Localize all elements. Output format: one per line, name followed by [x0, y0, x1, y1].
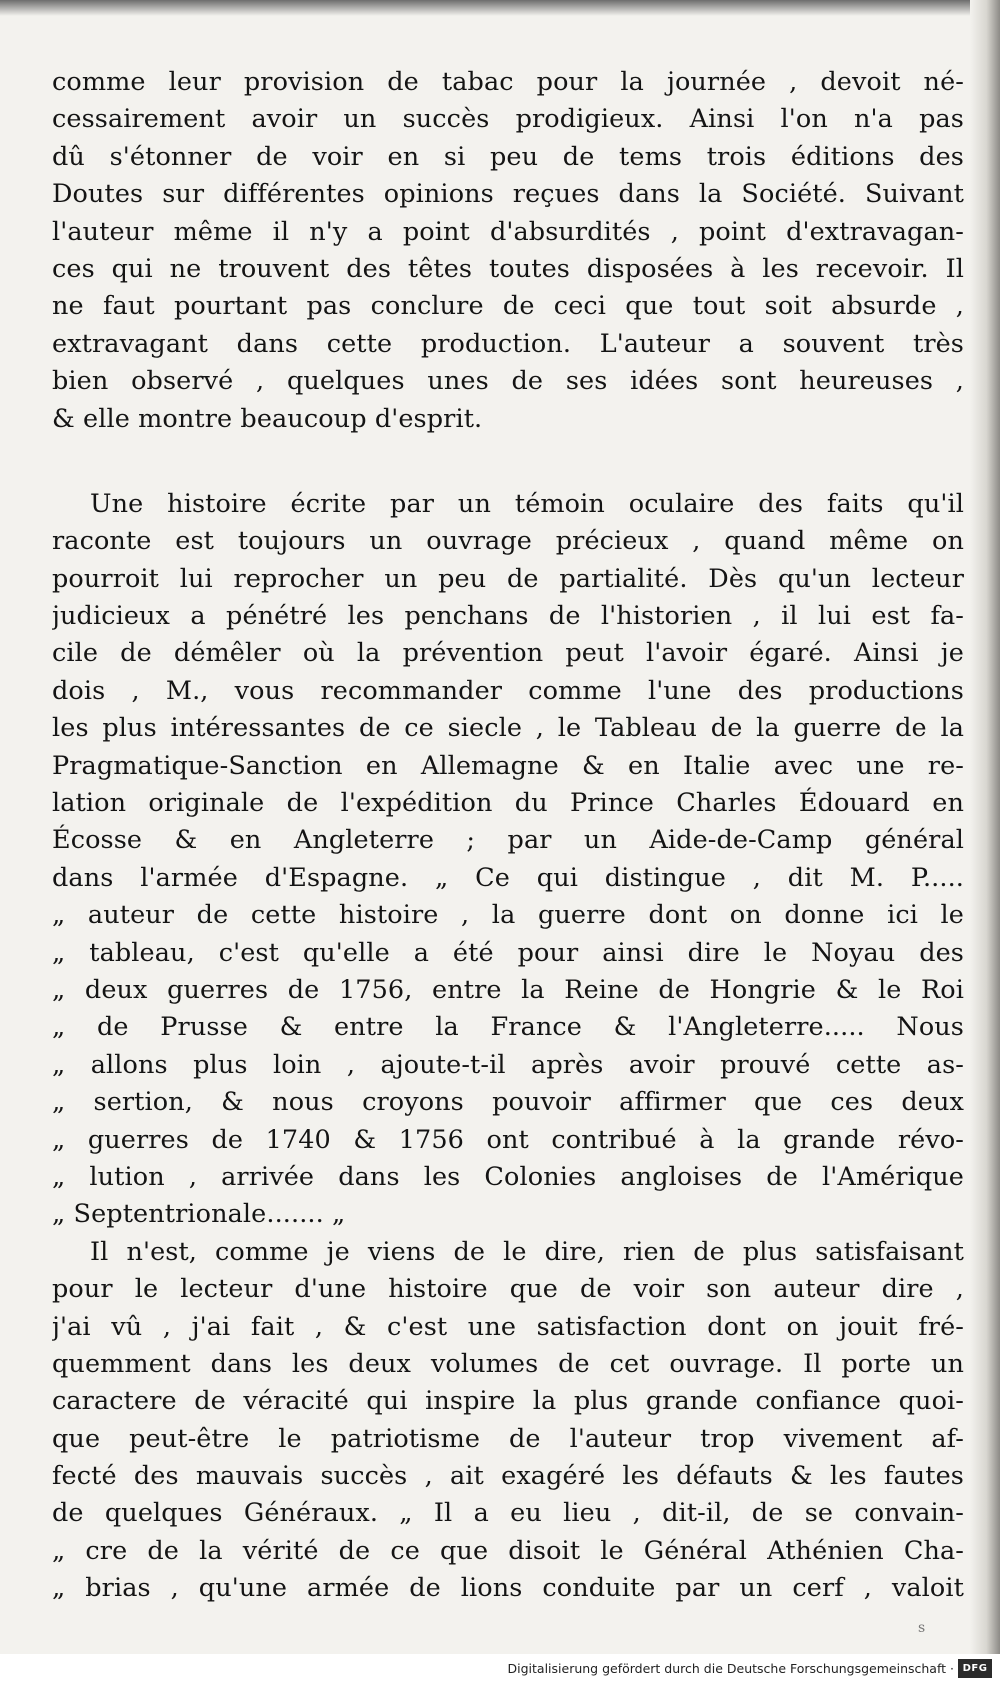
text-line: ne faut pourtant pas conclure de ceci que tout soit absurde , — [52, 291, 964, 322]
text-line: fecté des mauvais succès , ait exagéré les défauts & les fautes — [52, 1461, 964, 1492]
text-line: extravagant dans cette production. L'auteur a souvent très — [52, 328, 964, 359]
text-line: dois , M., vous recommander comme l'une des productions — [52, 675, 964, 706]
text-line: comme leur provision de tabac pour la journée , devoit né- — [52, 67, 964, 97]
text-line: quemment dans les deux volumes de cet ouvrage. Il porte un — [52, 1348, 964, 1379]
text-line: cessairement avoir un succès prodigieux. Ainsi l'on n'a pas — [52, 104, 964, 135]
text-line: „ allons plus loin , ajoute-t-il après avoir prouvé cette as- — [52, 1049, 964, 1080]
text-line: Pragmatique-Sanction en Allemagne & en Italie avec une re- — [52, 750, 964, 781]
text-line: Une histoire écrite par un témoin oculaire des faits qu'il — [90, 488, 964, 519]
page-top-shadow — [0, 0, 1000, 16]
text-line: „ de Prusse & entre la France & l'Angleterre..... Nous — [52, 1012, 964, 1043]
text-line: cile de démêler où la prévention peut l'avoir égaré. Ainsi je — [52, 638, 964, 669]
text-line: que peut-être le patriotisme de l'auteur trop vivement af- — [52, 1423, 964, 1454]
text-line: l'auteur même il n'y a point d'absurdités , point d'extravagan- — [52, 216, 964, 247]
text-line: dans l'armée d'Espagne. „ Ce qui distingue , dit M. P..... — [52, 862, 964, 893]
text-line: „ lution , arrivée dans les Colonies angloises de l'Amérique — [52, 1161, 964, 1192]
footer-bar — [0, 1654, 1000, 1684]
text-line: dû s'étonner de voir en si peu de tems trois éditions des — [52, 141, 964, 172]
dfg-logo-icon: DFG — [958, 1659, 992, 1678]
text-line: j'ai vû , j'ai fait , & c'est une satisfaction dont on jouit fré- — [52, 1311, 964, 1342]
paragraph-gap — [52, 438, 964, 486]
text-line: pour le lecteur d'une histoire que de voir son auteur dire , — [52, 1274, 964, 1305]
text-line: „ Septentrionale....... „ — [52, 1199, 346, 1230]
text-line: les plus intéressantes de ce siecle , le Tableau de la guerre de la — [52, 713, 964, 744]
text-line: bien observé , quelques unes de ses idées sont heureuses , — [52, 366, 964, 397]
text-line: Doutes sur différentes opinions reçues dans la Société. Suivant — [52, 179, 964, 210]
text-line: de quelques Généraux. „ Il a eu lieu , dit-il, de se convain- — [52, 1498, 964, 1529]
text-line: „ tableau, c'est qu'elle a été pour ainsi dire le Noyau des — [52, 937, 964, 968]
page-text — [52, 64, 964, 1608]
text-line: „ brias , qu'une armée de lions conduite par un cerf , valoit — [52, 1573, 964, 1604]
text-line: „ sertion, & nous croyons pouvoir affirmer que ces deux — [52, 1087, 964, 1118]
page-mark: s — [918, 1620, 926, 1636]
text-line: & elle montre beaucoup d'esprit. — [52, 403, 483, 434]
text-line: Il n'est, comme je viens de le dire, rien de plus satisfaisant — [90, 1236, 964, 1267]
text-line: Écosse & en Angleterre ; par un Aide-de-Camp général — [52, 825, 964, 856]
text-line: „ deux guerres de 1756, entre la Reine de Hongrie & le Roi — [52, 974, 964, 1005]
text-line: lation originale de l'expédition du Prince Charles Édouard en — [52, 788, 964, 819]
text-line: caractere de véracité qui inspire la plus grande confiance quoi- — [52, 1386, 964, 1417]
text-line: „ auteur de cette histoire , la guerre dont on donne ici le — [52, 900, 964, 931]
text-line: ces qui ne trouvent des têtes toutes disposées à les recevoir. Il — [52, 253, 964, 284]
text-line: judicieux a pénétré les penchans de l'historien , il lui est fa- — [52, 601, 964, 632]
text-line: „ cre de la vérité de ce que disoit le Général Athénien Cha- — [52, 1535, 964, 1566]
page-binding-shadow — [970, 0, 1000, 1654]
text-line: pourroit lui reprocher un peu de partialité. Dès qu'un lecteur — [52, 563, 964, 594]
footer-credit: Digitalisierung gefördert durch die Deutsche Forschungsgemeinschaft · — [507, 1661, 954, 1676]
text-line: raconte est toujours un ouvrage précieux , quand même on — [52, 526, 964, 557]
text-line: „ guerres de 1740 & 1756 ont contribué à la grande révo- — [52, 1124, 964, 1155]
